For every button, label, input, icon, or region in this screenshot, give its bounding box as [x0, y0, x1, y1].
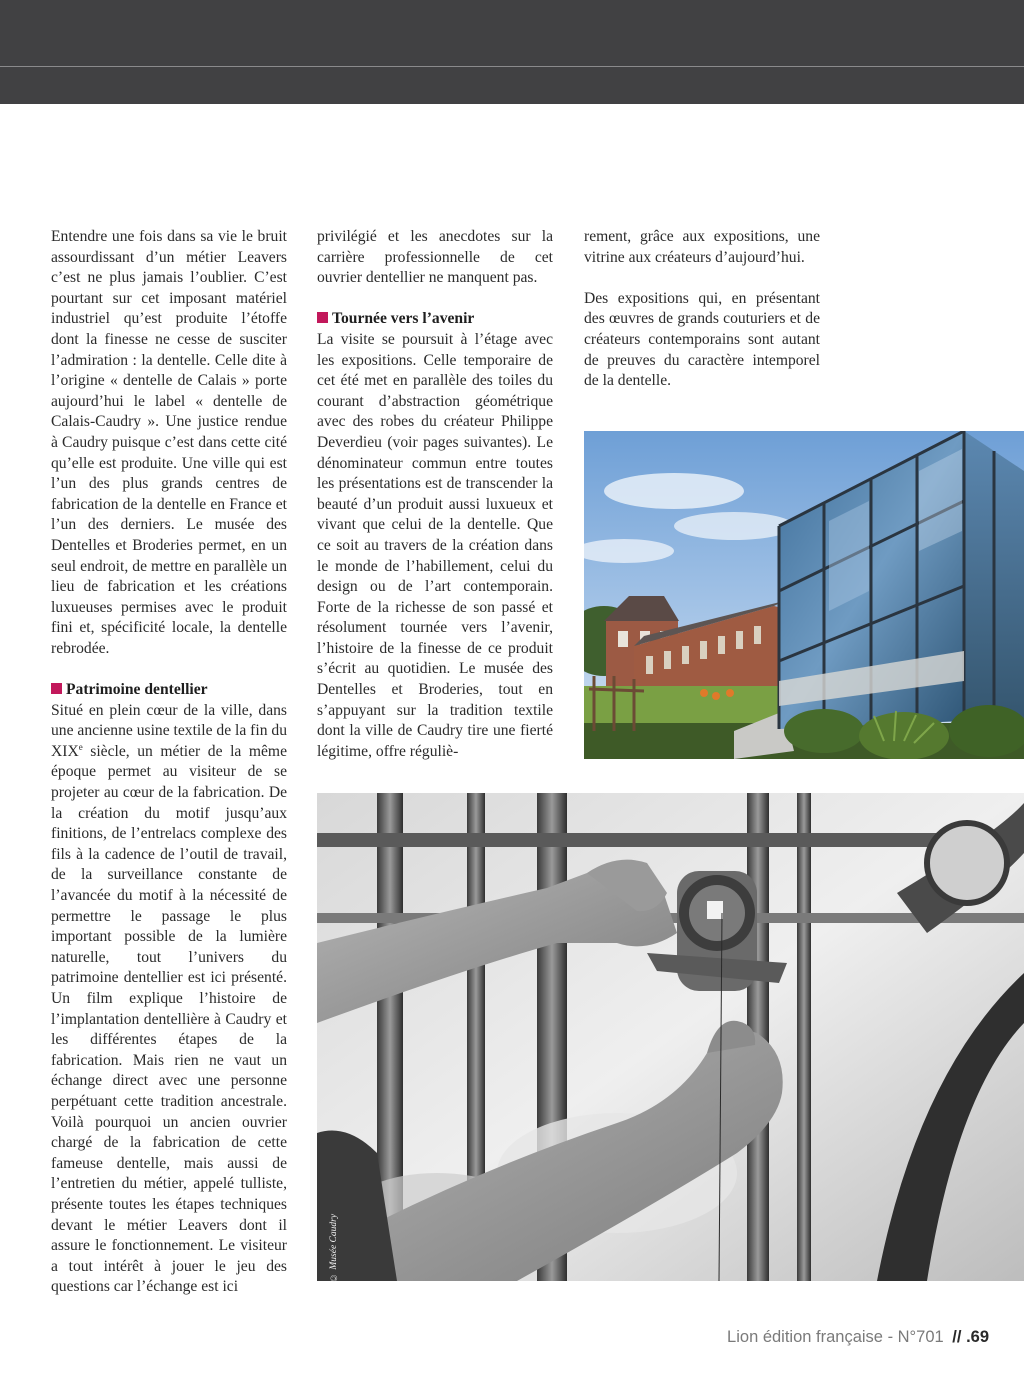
- continuation-paragraph: privilégié et les anecdotes sur la carrière professionnelle de cet ouvrier dentellier ne manquent pas.: [317, 228, 553, 287]
- publication-name: Lion édition française - N°701: [727, 1328, 944, 1346]
- expositions-paragraph: Des expositions qui, en présentant des œuvres de grands couturiers et de créateurs contemporains sont autant de preuves du caractère intemporel de la dentelle.: [584, 289, 820, 390]
- avenir-paragraph: La visite se poursuit à l’étage avec les expositions. Celle temporaire de cet été met en parallèle des toiles du courant d’abstraction géométrique avec des robes du créateur Philippe Deverdieu (voir pages suivantes). Le dénominateur commun entre toutes les présentations est de transcender la beauté d’un produit aussi luxueux et vivant que celui de la dentelle. Que ce soit au travers de la création dans le monde de l’habillement, celui du design ou de l’art contemporain. Forte de la richesse de son passé et résolument tournée vers l’avenir, l’histoire de la finesse de ce produit s’écrit au quotidien. Le musée des Dentelles et Broderies, tout en s’appuyant sur la tradition textile dont la ville de Caudry tire une fierté légitime, offre réguliè-: [317, 330, 553, 760]
- article-column-1: [51, 227, 287, 1298]
- page-number: .69: [966, 1328, 989, 1346]
- header-rule: [0, 66, 1024, 67]
- article-column-2: [317, 227, 553, 762]
- section-heading-text: Patrimoine dentellier: [66, 681, 208, 699]
- page-footer: [727, 1328, 989, 1347]
- century-superscript: e: [78, 741, 83, 752]
- photo-credit: © Musée Caudry: [329, 1213, 339, 1282]
- section-heading-text: Tournée vers l’avenir: [332, 310, 475, 328]
- continuation-paragraph: rement, grâce aux expositions, une vitrine aux créateurs d’aujourd’hui.: [584, 228, 820, 266]
- patrimoine-text-end: siècle, un métier de la même époque permet au visiteur de se projeter au cœur de la fabrication. De la création du motif jusqu’aux finitions, de l’entrelacs complexe des fils à la cadence de l’outil de travail, de la surveillance constante de l’avancée du motif à la nécessité de permettre le passage le plus important possible de la lumière naturelle, tout l’univers du patrimoine dentellier est ici présenté. Un film explique l’histoire de l’implantation dentellière à Caudry et les différentes étapes de la fabrication. Mais rien ne vaut un échange direct avec une personne perpétuant cette tradition ancestrale. Voilà pourquoi un ancien ouvrier chargé de la fabrication de cette fameuse dentelle, mais aussi de l’entretien du métier, appelé tulliste, présente toutes les étapes techniques devant le métier Leavers dont il assure le fonctionnement. Le visiteur a tout intérêt à jouer le jeu des questions car l’échange est ici: [51, 742, 287, 1296]
- intro-paragraph: Entendre une fois dans sa vie le bruit assourdissant d’un métier Leavers c’est ne plus jamais l’oublier. C’est pourtant sur cet imposant matériel industriel qu’est produite l’étoffe dont la finesse ne cesse de susciter l’admiration : la dentelle. Celle dite à l’origine « dentelle de Calais » porte aujourd’hui le label « dentelle de Calais-Caudry ». Une justice rendue à Caudry puisque c’est dans cette cité qu’elle est produite. Une ville qui est l’un des plus grands centres de fabrication de la dentelle en France et l’un des derniers. Le musée des Dentelles et Broderies permet, en un seul endroit, de mettre en parallèle un lieu de fabrication et les créations luxueuses permises avec le produit fini et, spécificité locale, la dentelle rebrodée.: [51, 228, 287, 657]
- leavers-loom-worker-photo: [317, 793, 1024, 1281]
- section-heading-patrimoine: [51, 680, 287, 701]
- article-column-3: [584, 227, 820, 392]
- patrimoine-paragraph: [51, 701, 287, 1298]
- square-bullet-icon: [51, 683, 62, 694]
- museum-building-photo: [584, 431, 1024, 759]
- section-heading-avenir: [317, 309, 553, 330]
- header-band: [0, 0, 1024, 104]
- square-bullet-icon: [317, 312, 328, 323]
- footer-separator: //: [952, 1328, 962, 1346]
- patrimoine-text-start: Situé en plein cœur de la ville, dans une ancienne usine textile de la fin du XIX: [51, 701, 287, 760]
